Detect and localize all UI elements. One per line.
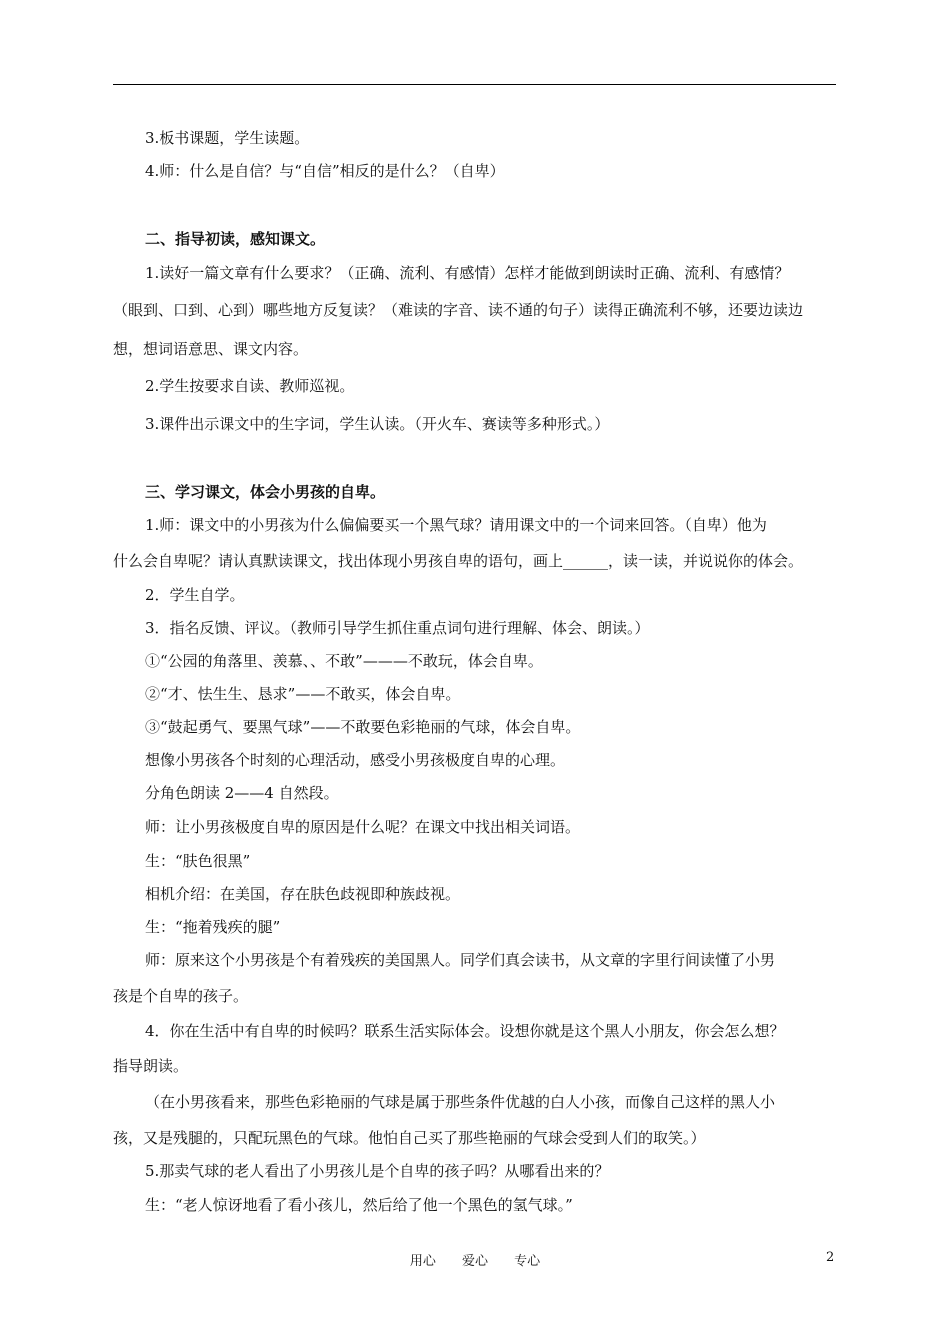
text-line: 2．学生自学。 — [145, 586, 245, 604]
page-number: 2 — [826, 1250, 835, 1265]
text-line: 4.师：什么是自信？与“自信”相反的是什么？（自卑） — [145, 162, 505, 180]
text-line: 师：让小男孩极度自卑的原因是什么呢？在课文中找出相关词语。 — [145, 818, 581, 836]
text-line: 5.那卖气球的老人看出了小男孩儿是个自卑的孩子吗？从哪看出来的？ — [145, 1162, 610, 1180]
header-rule — [113, 84, 836, 85]
text-line: ③“鼓起勇气、要黑气球”——不敢要色彩艳丽的气球，体会自卑。 — [145, 718, 581, 736]
text-line: 相机介绍：在美国，存在肤色歧视即种族歧视。 — [145, 885, 461, 903]
text-line: 1.读好一篇文章有什么要求？（正确、流利、有感情）怎样才能做到朗读时正确、流利、有感情？ — [145, 264, 790, 282]
text-line: （在小男孩看来，那些色彩艳丽的气球是属于那些条件优越的白人小孩，而像自己这样的黑人小 — [145, 1093, 776, 1111]
text-line: 1.师：课文中的小男孩为什么偏偏要买一个黑气球？请用课文中的一个词来回答。（自卑）他为 — [145, 516, 767, 534]
text-line: 生：“老人惊讶地看了看小孩儿，然后给了他一个黑色的氢气球。” — [145, 1196, 573, 1214]
text-line: 生：“肤色很黑” — [145, 852, 251, 870]
text-line: 分角色朗读 2——4 自然段。 — [145, 784, 339, 802]
text-line: 孩，又是残腿的，只配玩黑色的气球。他怕自己买了那些艳丽的气球会受到人们的取笑。） — [113, 1129, 706, 1147]
text-line: 孩是个自卑的孩子。 — [113, 987, 249, 1005]
text-line: 什么会自卑呢？请认真默读课文，找出体现小男孩自卑的语句，画上______，读一读，并说说你的体会。 — [113, 552, 804, 570]
footer-item: 用心 — [409, 1254, 436, 1269]
text-line: 指导朗读。 — [113, 1057, 189, 1075]
section-heading: 二、指导初读，感知课文。 — [145, 230, 326, 248]
text-line: 3．指名反馈、评议。（教师引导学生抓住重点词句进行理解、体会、朗读。） — [145, 619, 650, 637]
text-line: （眼到、口到、心到）哪些地方反复读？（难读的字音、读不通的句子）读得正确流利不够，还要边读边 — [113, 301, 804, 319]
text-line: ②“才、怯生生、恳求”——不敢买，体会自卑。 — [145, 685, 461, 703]
text-line: 3.课件出示课文中的生字词，学生认读。（开火车、赛读等多种形式。） — [145, 415, 610, 433]
footer-item: 专心 — [514, 1254, 541, 1269]
text-line: 3.板书课题，学生读题。 — [145, 129, 310, 147]
footer-item: 爱心 — [461, 1254, 488, 1269]
text-line: 师：原来这个小男孩是个有着残疾的美国黑人。同学们真会读书，从文章的字里行间读懂了小男 — [145, 951, 776, 969]
text-line: 生：“拖着残疾的腿” — [145, 918, 281, 936]
text-line: ①“公园的角落里、羡慕、、不敢”———不敢玩，体会自卑。 — [145, 652, 543, 670]
text-line: 想，想词语意思、课文内容。 — [113, 340, 309, 358]
text-line: 2.学生按要求自读、教师巡视。 — [145, 377, 355, 395]
section-heading: 三、学习课文，体会小男孩的自卑。 — [145, 483, 386, 501]
text-line: 想像小男孩各个时刻的心理活动，感受小男孩极度自卑的心理。 — [145, 751, 566, 769]
text-line: 4．你在生活中有自卑的时候吗？联系生活实际体会。设想你就是这个黑人小朋友，你会怎么想？ — [145, 1022, 785, 1040]
page-footer — [0, 1250, 950, 1269]
